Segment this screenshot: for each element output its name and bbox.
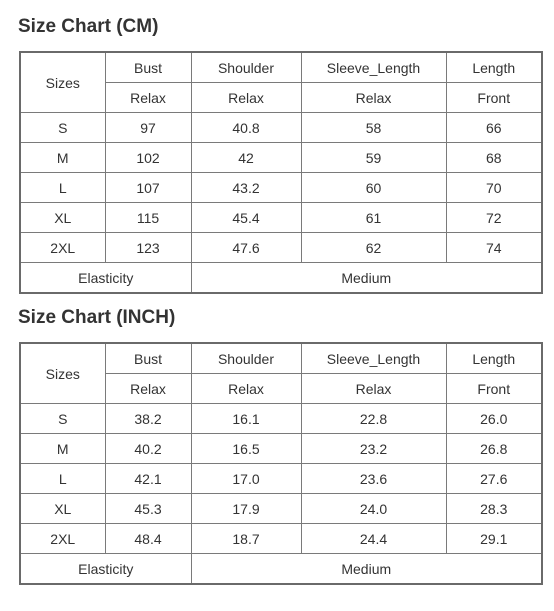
bust-subheader: Relax	[105, 374, 191, 404]
elasticity-row	[20, 554, 542, 585]
table-row	[20, 524, 542, 554]
shoulder-cell: 16.1	[191, 404, 301, 434]
bust-cell: 107	[105, 173, 191, 203]
bust-cell: 48.4	[105, 524, 191, 554]
size-cell: 2XL	[20, 233, 105, 263]
length-cell: 70	[446, 173, 542, 203]
bust-header: Bust	[105, 52, 191, 83]
sizes-header: Sizes	[20, 343, 105, 404]
sleeve-length-header: Sleeve_Length	[301, 343, 446, 374]
shoulder-subheader: Relax	[191, 83, 301, 113]
table-row	[20, 143, 542, 173]
shoulder-subheader: Relax	[191, 374, 301, 404]
size-chart-cm-table	[19, 51, 543, 294]
shoulder-cell: 16.5	[191, 434, 301, 464]
bust-header: Bust	[105, 343, 191, 374]
length-header: Length	[446, 52, 542, 83]
size-chart-inch-title: Size Chart (INCH)	[18, 307, 176, 328]
shoulder-cell: 17.0	[191, 464, 301, 494]
table-header-row	[20, 52, 542, 83]
size-cell: S	[20, 113, 105, 143]
size-cell: L	[20, 173, 105, 203]
length-subheader: Front	[446, 374, 542, 404]
elasticity-value: Medium	[191, 263, 542, 294]
sleeve-length-cell: 23.6	[301, 464, 446, 494]
elasticity-row	[20, 263, 542, 294]
length-cell: 29.1	[446, 524, 542, 554]
shoulder-cell: 42	[191, 143, 301, 173]
elasticity-label: Elasticity	[20, 554, 191, 585]
size-cell: M	[20, 434, 105, 464]
length-cell: 66	[446, 113, 542, 143]
sleeve-length-cell: 61	[301, 203, 446, 233]
table-row	[20, 464, 542, 494]
table-row	[20, 173, 542, 203]
table-row	[20, 404, 542, 434]
size-cell: XL	[20, 203, 105, 233]
size-chart-cm-title: Size Chart (CM)	[18, 16, 159, 37]
length-cell: 74	[446, 233, 542, 263]
table-row	[20, 203, 542, 233]
sleeve-length-cell: 24.4	[301, 524, 446, 554]
bust-cell: 45.3	[105, 494, 191, 524]
bust-cell: 123	[105, 233, 191, 263]
table-row	[20, 494, 542, 524]
bust-cell: 40.2	[105, 434, 191, 464]
size-cell: XL	[20, 494, 105, 524]
length-cell: 26.0	[446, 404, 542, 434]
shoulder-header: Shoulder	[191, 52, 301, 83]
size-cell: S	[20, 404, 105, 434]
shoulder-cell: 18.7	[191, 524, 301, 554]
length-cell: 28.3	[446, 494, 542, 524]
sleeve-length-cell: 23.2	[301, 434, 446, 464]
size-cell: M	[20, 143, 105, 173]
sleeve-length-cell: 59	[301, 143, 446, 173]
sleeve-length-cell: 62	[301, 233, 446, 263]
table-row	[20, 113, 542, 143]
bust-cell: 97	[105, 113, 191, 143]
size-cell: L	[20, 464, 105, 494]
sleeve-length-cell: 24.0	[301, 494, 446, 524]
length-cell: 68	[446, 143, 542, 173]
table-header-row	[20, 343, 542, 374]
shoulder-cell: 43.2	[191, 173, 301, 203]
size-cell: 2XL	[20, 524, 105, 554]
shoulder-header: Shoulder	[191, 343, 301, 374]
bust-cell: 115	[105, 203, 191, 233]
sleeve-length-cell: 58	[301, 113, 446, 143]
sleeve-length-subheader: Relax	[301, 374, 446, 404]
elasticity-label: Elasticity	[20, 263, 191, 294]
shoulder-cell: 45.4	[191, 203, 301, 233]
shoulder-cell: 40.8	[191, 113, 301, 143]
length-cell: 72	[446, 203, 542, 233]
length-cell: 26.8	[446, 434, 542, 464]
length-cell: 27.6	[446, 464, 542, 494]
sleeve-length-cell: 22.8	[301, 404, 446, 434]
bust-cell: 42.1	[105, 464, 191, 494]
sleeve-length-header: Sleeve_Length	[301, 52, 446, 83]
table-row	[20, 233, 542, 263]
elasticity-value: Medium	[191, 554, 542, 585]
sleeve-length-cell: 60	[301, 173, 446, 203]
length-subheader: Front	[446, 83, 542, 113]
length-header: Length	[446, 343, 542, 374]
bust-subheader: Relax	[105, 83, 191, 113]
bust-cell: 102	[105, 143, 191, 173]
size-chart-inch-table	[19, 342, 543, 585]
shoulder-cell: 47.6	[191, 233, 301, 263]
shoulder-cell: 17.9	[191, 494, 301, 524]
sleeve-length-subheader: Relax	[301, 83, 446, 113]
bust-cell: 38.2	[105, 404, 191, 434]
sizes-header: Sizes	[20, 52, 105, 113]
table-row	[20, 434, 542, 464]
